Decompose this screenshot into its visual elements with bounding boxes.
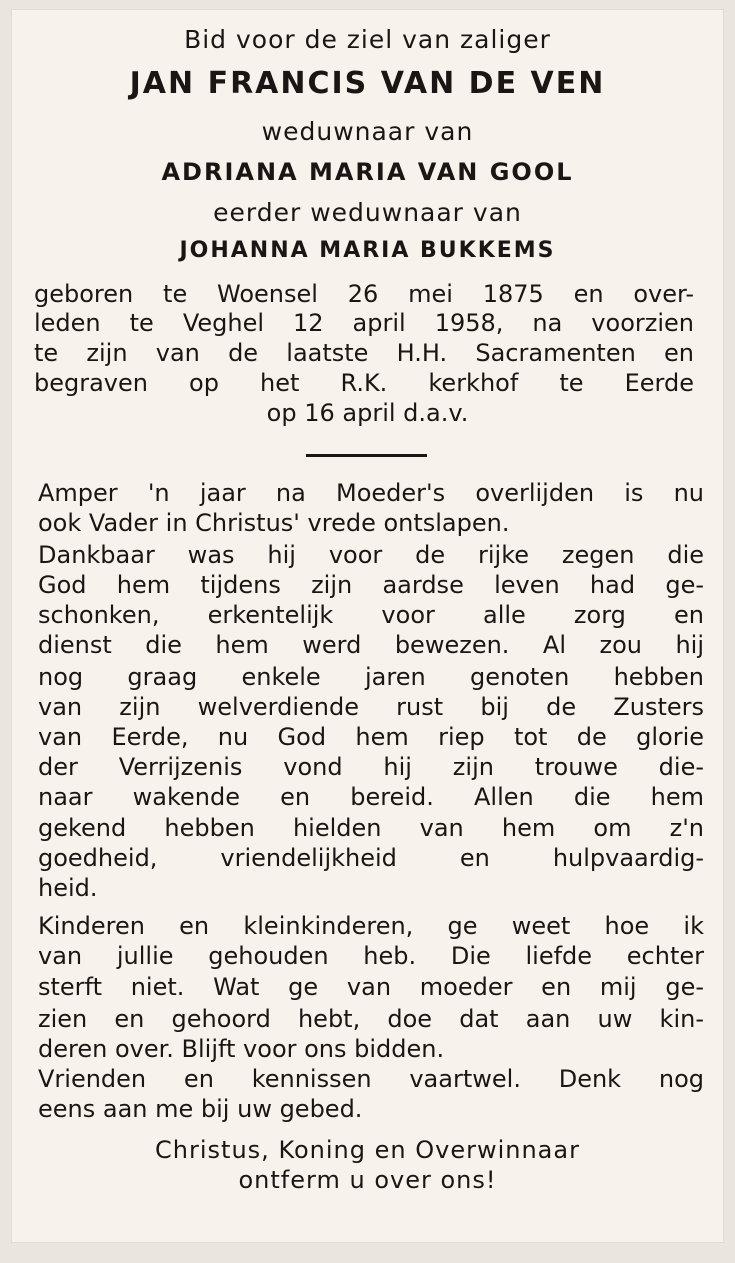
- text-line: van zijn welverdiende rust bij de Zusters: [38, 693, 704, 721]
- text-line: nog graag enkele jaren genoten hebben: [38, 663, 704, 691]
- text-line: Kinderen en kleinkinderen, ge weet hoe ik: [38, 912, 704, 940]
- burial-date: op 16 april d.a.v.: [266, 399, 469, 427]
- closing-line: ontferm u over ons!: [238, 1166, 497, 1194]
- text-line: der Verrijzenis vond hij zijn trouwe die-: [38, 753, 704, 781]
- text-line: zien en gehoord hebt, doe dat aan uw kin-: [38, 1005, 704, 1033]
- text-line: naar wakende en bereid. Allen die hem: [38, 783, 704, 811]
- earlier-widower-label: eerder weduwnaar van: [213, 198, 522, 227]
- bio-line: te zijn van de laatste H.H. Sacramenten en: [34, 339, 694, 367]
- text-line: dienst die hem werd bewezen. Al zou hij: [38, 631, 704, 659]
- text-line: heid.: [38, 874, 98, 902]
- bio-line: leden te Veghel 12 april 1958, na voorzien: [34, 309, 694, 337]
- bio-line: geboren te Woensel 26 mei 1875 en over-: [34, 280, 694, 308]
- text-line: van jullie gehouden heb. Die liefde echter: [38, 942, 704, 970]
- text-line: eens aan me bij uw gebed.: [38, 1095, 363, 1123]
- text-line: Dankbaar was hij voor de rijke zegen die: [38, 541, 704, 569]
- prayer-intro: Bid voor de ziel van zaliger: [184, 25, 551, 54]
- text-line: gekend hebben hielden van hem om z'n: [38, 814, 704, 842]
- widower-label: weduwnaar van: [261, 117, 474, 146]
- text-line: van Eerde, nu God hem riep tot de glorie: [38, 723, 704, 751]
- text-line: goedheid, vriendelijkheid en hulpvaardig-: [38, 844, 704, 872]
- spouse-name-1: ADRIANA MARIA VAN GOOL: [161, 158, 574, 186]
- text-line: Vrienden en kennissen vaartwel. Denk nog: [38, 1065, 704, 1093]
- closing-line: Christus, Koning en Overwinnaar: [155, 1136, 580, 1164]
- text-line: God hem tijdens zijn aardse leven had ge-: [38, 571, 704, 599]
- text-line: schonken, erkentelijk voor alle zorg en: [38, 601, 704, 629]
- spouse-name-2: JOHANNA MARIA BUKKEMS: [179, 238, 556, 263]
- text-line: sterft niet. Wat ge van moeder en mij ge-: [38, 973, 704, 1001]
- text-line: deren over. Blijft voor ons bidden.: [38, 1035, 445, 1063]
- text-line: Amper 'n jaar na Moeder's overlijden is nu: [38, 479, 704, 507]
- bio-line: begraven op het R.K. kerkhof te Eerde: [34, 369, 694, 397]
- deceased-name: JAN FRANCIS VAN DE VEN: [129, 66, 606, 101]
- text-line: ook Vader in Christus' vrede ontslapen.: [38, 509, 510, 537]
- divider: [306, 454, 427, 457]
